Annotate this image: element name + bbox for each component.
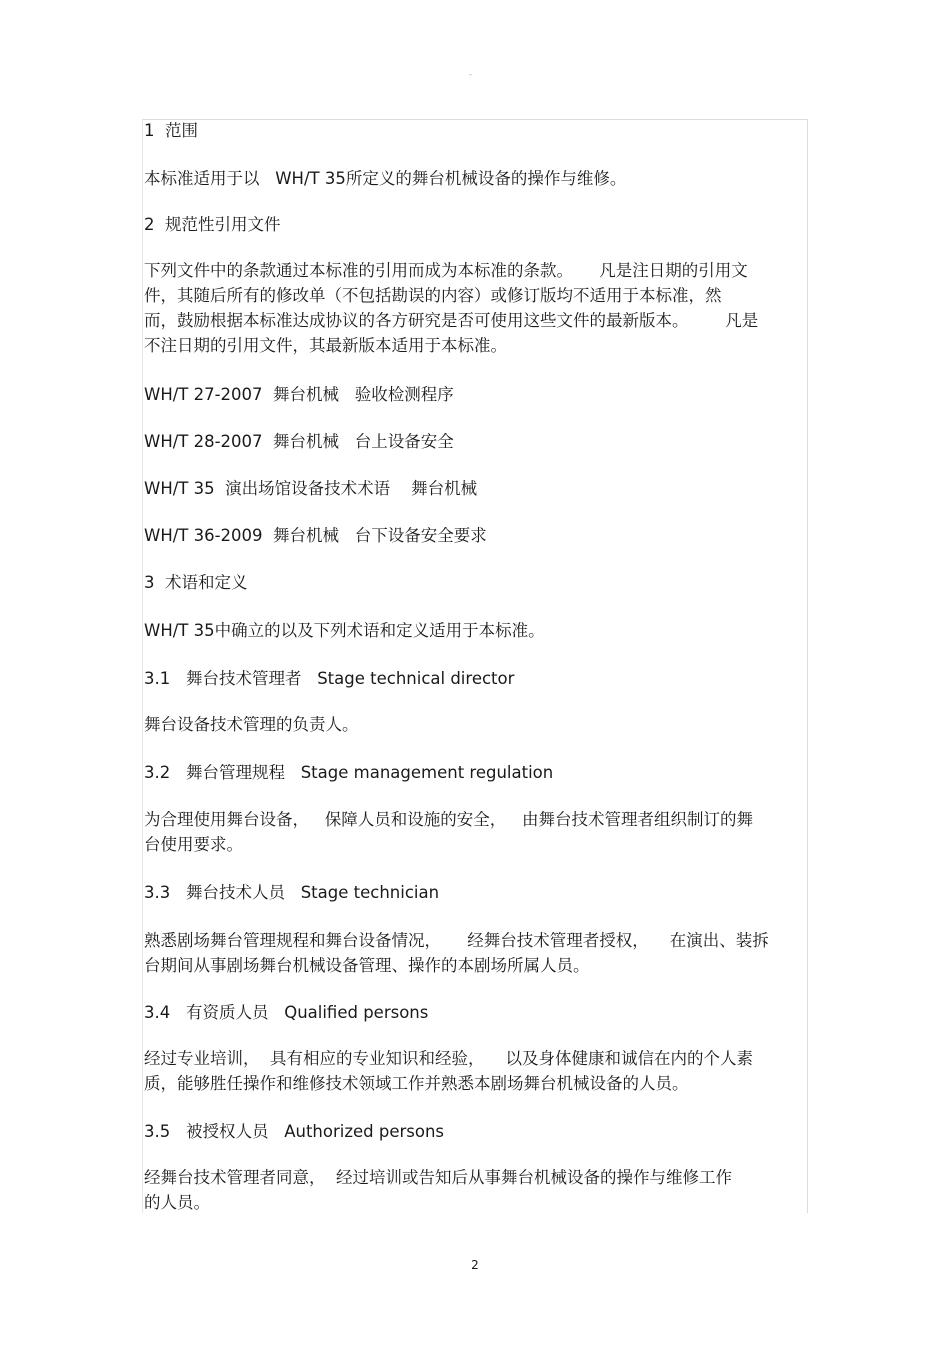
- reference-item: WH/T 35 演出场馆设备技术术语 舞台机械: [144, 479, 478, 498]
- section-2-heading: 2 规范性引用文件: [144, 215, 281, 234]
- term-3-3-heading: 3.3 舞台技术人员 Stage technician: [144, 883, 440, 902]
- term-3-1-heading: 3.1 舞台技术管理者 Stage technical director: [144, 669, 515, 688]
- term-3-5-heading: 3.5 被授权人员 Authorized persons: [144, 1122, 445, 1141]
- section-1-heading: 1 范围: [144, 121, 198, 140]
- term-3-4-definition: 经过专业培训， 具有相应的专业知识和经验， 以及身体健康和诚信在内的个人素 质，能够胜任操作和维修技术领域工作并熟悉本剧场舞台机械设备的人员。: [144, 1049, 753, 1093]
- section-2-body: 下列文件中的条款通过本标准的引用而成为本标准的条款。 凡是注日期的引用文 件，其随后所有的修改单（不包括勘误的内容）或修订版均不适用于本标准，然 而，鼓励根据本标准达成协议的各方研究是否可使用这些文件的最新版本。 凡是 不注日期的引用文件，其最新版本适用于本标准。: [144, 261, 759, 355]
- reference-item: WH/T 28-2007 舞台机械 台上设备安全: [144, 432, 454, 451]
- term-3-2-heading: 3.2 舞台管理规程 Stage management regulation: [144, 763, 554, 782]
- reference-item: WH/T 27-2007 舞台机械 验收检测程序: [144, 385, 454, 404]
- section-3-heading: 3 术语和定义: [144, 573, 248, 592]
- top-mark: -: [469, 70, 472, 79]
- reference-item: WH/T 36-2009 舞台机械 台下设备安全要求: [144, 526, 487, 545]
- page-number: 2: [471, 1258, 479, 1272]
- term-3-4-heading: 3.4 有资质人员 Qualified persons: [144, 1003, 429, 1022]
- section-1-body: 本标准适用于以 WH/T 35所定义的舞台机械设备的操作与维修。: [144, 169, 627, 188]
- term-3-2-definition: 为合理使用舞台设备， 保障人员和设施的安全， 由舞台技术管理者组织制订的舞 台使用要求。: [144, 810, 753, 854]
- section-3-body: WH/T 35中确立的以及下列术语和定义适用于本标准。: [144, 621, 545, 640]
- term-3-1-definition: 舞台设备技术管理的负责人。: [144, 715, 359, 734]
- term-3-3-definition: 熟悉剧场舞台管理规程和舞台设备情况， 经舞台技术管理者授权， 在演出、装拆 台期间从事剧场舞台机械设备管理、操作的本剧场所属人员。: [144, 931, 769, 975]
- term-3-5-definition: 经舞台技术管理者同意， 经过培训或告知后从事舞台机械设备的操作与维修工作 的人员。: [144, 1168, 732, 1212]
